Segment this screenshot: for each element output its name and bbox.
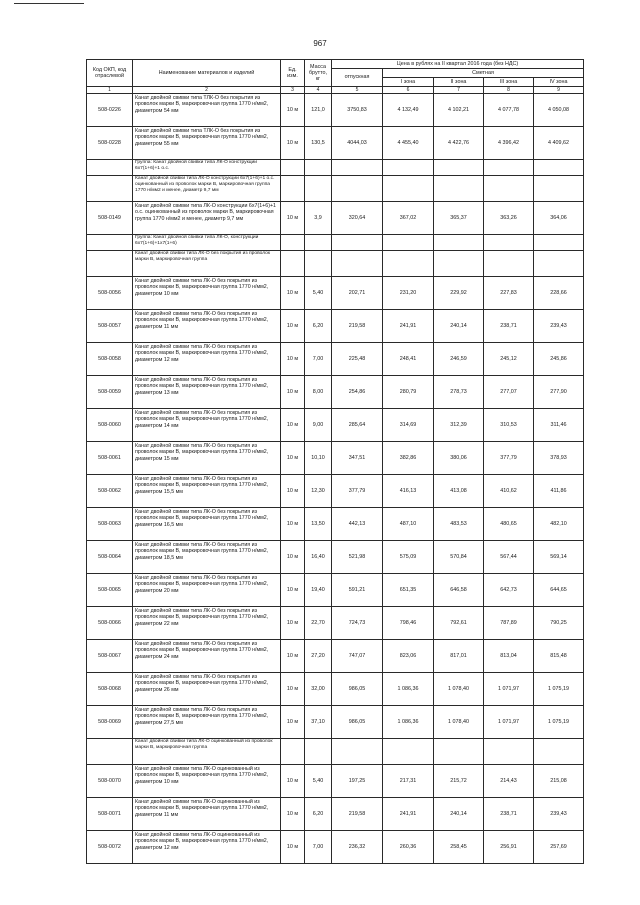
item-mass: 3,9 xyxy=(305,202,332,235)
item-name: Канат двойной свивки типа ЛК-О без покрытия из проволок марки В, маркировочная группа 1770 н/мм2, диаметром 24 мм xyxy=(135,640,269,660)
price-zone-1: 367,02 xyxy=(383,202,434,235)
price-zone-1: 241,91 xyxy=(383,798,434,831)
item-code: 508-0059 xyxy=(87,376,133,409)
item-name: Канат двойной свивки типа ЛК-О оцинкованный из проволок марки В, маркировочная группа 1770 н/мм2, диаметром 10 мм xyxy=(135,765,269,785)
price-zone-1: 487,10 xyxy=(383,508,434,541)
header-zone-3: III зона xyxy=(484,78,534,87)
item-name: Канат двойной свивки типа ЛК-О без покрытия из проволок марки В, маркировочная группа 1770 н/мм2, диаметром 12 мм xyxy=(135,343,269,363)
price-zone-1: 651,35 xyxy=(383,574,434,607)
table-row xyxy=(87,202,584,235)
item-name: Канат двойной свивки типа ЛК-О без покрытия из проволок марки В, маркировочная группа 1770 н/мм2, диаметром 26 мм xyxy=(135,673,269,693)
item-code: 508-0071 xyxy=(87,798,133,831)
item-name: Канат двойной свивки типа ЛК-О без покрытия из проволок марки В, маркировочная группа 1770 н/мм2, диаметром 22 мм xyxy=(135,607,269,627)
header-name: Наименование материалов и изделий xyxy=(133,60,281,87)
item-unit: 10 м xyxy=(281,94,305,127)
table-row xyxy=(87,640,584,673)
price-shipping: 347,51 xyxy=(332,442,383,475)
table-row xyxy=(87,831,584,864)
group-name: Группа: Канат двойной свивки типа ЛК-О конструкции 6х7(1+6)+1 о.с. xyxy=(133,160,281,176)
price-shipping: 254,86 xyxy=(332,376,383,409)
price-zone-3: 4 077,78 xyxy=(484,94,534,127)
price-zone-3: 1 071,97 xyxy=(484,673,534,706)
price-zone-4: 569,14 xyxy=(534,541,584,574)
price-zone-2: 258,45 xyxy=(434,831,484,864)
price-zone-3: 1 071,97 xyxy=(484,706,534,739)
item-mass: 9,00 xyxy=(305,409,332,442)
item-mass: 7,00 xyxy=(305,831,332,864)
item-code: 508-0067 xyxy=(87,640,133,673)
top-rule xyxy=(14,3,84,4)
item-code: 508-0063 xyxy=(87,508,133,541)
item-mass: 19,40 xyxy=(305,574,332,607)
table-row xyxy=(87,706,584,739)
subgroup-row xyxy=(87,251,584,277)
price-zone-3: 567,44 xyxy=(484,541,534,574)
table-row xyxy=(87,310,584,343)
price-zone-3: 813,04 xyxy=(484,640,534,673)
item-code: 508-0070 xyxy=(87,765,133,798)
item-unit: 10 м xyxy=(281,706,305,739)
price-zone-3: 377,79 xyxy=(484,442,534,475)
price-zone-2: 215,72 xyxy=(434,765,484,798)
item-name: Канат двойной свивки типа ЛК-О без покрытия из проволок марки В, маркировочная группа 1770 н/мм2, диаметром 16,5 мм xyxy=(135,508,269,528)
item-code: 508-0064 xyxy=(87,541,133,574)
price-shipping: 591,21 xyxy=(332,574,383,607)
table-row xyxy=(87,574,584,607)
item-mass: 27,20 xyxy=(305,640,332,673)
item-unit: 10 м xyxy=(281,277,305,310)
col-number: 3 xyxy=(281,87,305,94)
price-shipping: 747,07 xyxy=(332,640,383,673)
price-zone-2: 4 102,21 xyxy=(434,94,484,127)
header-estimate: Сметная xyxy=(383,69,584,78)
subgroup-name: Канат двойной свивки типа ЛК-О без покрытия из проволок марки В, маркировочная группа xyxy=(133,251,281,277)
price-zone-4: 790,25 xyxy=(534,607,584,640)
price-zone-3: 227,83 xyxy=(484,277,534,310)
item-name: Канат двойной свивки типа ЛК-О без покрытия из проволок марки В, маркировочная группа 1770 н/мм2, диаметром 18,5 мм xyxy=(135,541,269,561)
header-price-title: Цена в рублях на II квартал 2016 года (без НДС) xyxy=(332,60,584,69)
item-unit: 10 м xyxy=(281,574,305,607)
item-unit: 10 м xyxy=(281,409,305,442)
price-zone-1: 575,09 xyxy=(383,541,434,574)
group-name: Группа: Канат двойной свивки типа ЛК-О, конструкции 6х7(1+6)+1х7(1+6) xyxy=(133,235,281,251)
header-mass: Масса брутто, кг xyxy=(305,60,332,87)
price-zone-1: 260,36 xyxy=(383,831,434,864)
price-shipping: 202,71 xyxy=(332,277,383,310)
price-zone-3: 480,65 xyxy=(484,508,534,541)
item-mass: 5,40 xyxy=(305,765,332,798)
price-zone-2: 278,73 xyxy=(434,376,484,409)
price-zone-4: 239,43 xyxy=(534,310,584,343)
table-row xyxy=(87,541,584,574)
item-mass: 32,00 xyxy=(305,673,332,706)
price-shipping: 3750,83 xyxy=(332,94,383,127)
item-mass: 12,30 xyxy=(305,475,332,508)
table-row xyxy=(87,673,584,706)
price-zone-1: 231,20 xyxy=(383,277,434,310)
item-code: 508-0069 xyxy=(87,706,133,739)
price-zone-2: 229,92 xyxy=(434,277,484,310)
table-row xyxy=(87,442,584,475)
item-mass: 5,40 xyxy=(305,277,332,310)
price-shipping: 724,73 xyxy=(332,607,383,640)
price-zone-4: 239,43 xyxy=(534,798,584,831)
price-shipping: 986,05 xyxy=(332,673,383,706)
price-shipping: 320,64 xyxy=(332,202,383,235)
price-zone-3: 245,12 xyxy=(484,343,534,376)
col-number: 7 xyxy=(434,87,484,94)
price-zone-4: 4 050,08 xyxy=(534,94,584,127)
price-zone-4: 482,10 xyxy=(534,508,584,541)
header-zone-2: II зона xyxy=(434,78,484,87)
item-unit: 10 м xyxy=(281,765,305,798)
price-zone-1: 241,91 xyxy=(383,310,434,343)
item-unit: 10 м xyxy=(281,607,305,640)
price-zone-1: 280,79 xyxy=(383,376,434,409)
col-number: 4 xyxy=(305,87,332,94)
price-zone-4: 257,69 xyxy=(534,831,584,864)
item-code: 508-0066 xyxy=(87,607,133,640)
price-zone-4: 4 409,62 xyxy=(534,127,584,160)
price-zone-3: 238,71 xyxy=(484,798,534,831)
price-shipping: 986,05 xyxy=(332,706,383,739)
table-row xyxy=(87,508,584,541)
col-number: 9 xyxy=(534,87,584,94)
item-name: Канат двойной свивки типа ТЛК-О без покрытия из проволок марки В, маркировочная группа 1770 н/мм2, диаметром 54 мм xyxy=(135,94,269,114)
header-shipping: отпускная xyxy=(332,69,383,87)
table-row xyxy=(87,127,584,160)
item-code: 508-0065 xyxy=(87,574,133,607)
price-zone-1: 1 086,36 xyxy=(383,673,434,706)
item-unit: 10 м xyxy=(281,442,305,475)
table-row xyxy=(87,765,584,798)
item-mass: 16,40 xyxy=(305,541,332,574)
item-name: Канат двойной свивки типа ЛК-О без покрытия из проволок марки В, маркировочная группа 1770 н/мм2, диаметром 11 мм xyxy=(135,310,269,330)
price-zone-1: 1 086,36 xyxy=(383,706,434,739)
table-row xyxy=(87,798,584,831)
item-mass: 6,20 xyxy=(305,798,332,831)
price-shipping: 219,58 xyxy=(332,798,383,831)
col-number: 8 xyxy=(484,87,534,94)
subgroup-row xyxy=(87,739,584,765)
price-zone-2: 1 078,40 xyxy=(434,673,484,706)
subgroup-row xyxy=(87,176,584,202)
item-code: 508-0057 xyxy=(87,310,133,343)
price-zone-2: 483,53 xyxy=(434,508,484,541)
item-name: Канат двойной свивки типа ЛК-О без покрытия из проволок марки В, маркировочная группа 1770 н/мм2, диаметром 10 мм xyxy=(135,277,269,297)
item-code: 508-0228 xyxy=(87,127,133,160)
header-zone-4: IV зона xyxy=(534,78,584,87)
price-zone-2: 413,08 xyxy=(434,475,484,508)
price-zone-2: 240,14 xyxy=(434,310,484,343)
col-number: 1 xyxy=(87,87,133,94)
price-zone-4: 815,48 xyxy=(534,640,584,673)
item-unit: 10 м xyxy=(281,541,305,574)
price-zone-4: 228,66 xyxy=(534,277,584,310)
price-shipping: 521,98 xyxy=(332,541,383,574)
price-zone-4: 277,90 xyxy=(534,376,584,409)
item-unit: 10 м xyxy=(281,202,305,235)
price-zone-1: 4 132,49 xyxy=(383,94,434,127)
table-row xyxy=(87,94,584,127)
item-unit: 10 м xyxy=(281,127,305,160)
item-name: Канат двойной свивки типа ЛК-О без покрытия из проволок марки В, маркировочная группа 1770 н/мм2, диаметром 15 мм xyxy=(135,442,269,462)
header-unit: Ед. изм. xyxy=(281,60,305,87)
item-name: Канат двойной свивки типа ЛК-О без покрытия из проволок марки В, маркировочная группа 1770 н/мм2, диаметром 13 мм xyxy=(135,376,269,396)
price-zone-2: 246,59 xyxy=(434,343,484,376)
group-row xyxy=(87,160,584,176)
price-zone-2: 1 078,40 xyxy=(434,706,484,739)
table-row xyxy=(87,277,584,310)
subgroup-name: Канат двойной свивки типа ЛК-О конструкции 6х7(1+6)+1 о.с. оцинкованный из проволок марки В, маркировочная группа 1770 н/мм2 и менее, диаметр 9,7 мм xyxy=(133,176,281,202)
price-zone-3: 410,62 xyxy=(484,475,534,508)
item-mass: 130,5 xyxy=(305,127,332,160)
price-zone-2: 646,58 xyxy=(434,574,484,607)
table-row xyxy=(87,343,584,376)
price-shipping: 219,58 xyxy=(332,310,383,343)
price-zone-4: 1 075,19 xyxy=(534,706,584,739)
price-zone-3: 310,53 xyxy=(484,409,534,442)
price-zone-1: 798,46 xyxy=(383,607,434,640)
col-number: 2 xyxy=(133,87,281,94)
item-code: 508-0072 xyxy=(87,831,133,864)
subgroup-name: Канат двойной свивки типа ЛК-О оцинкованный из проволок марки В, маркировочная группа xyxy=(133,739,281,765)
price-zone-4: 215,08 xyxy=(534,765,584,798)
price-shipping: 225,48 xyxy=(332,343,383,376)
price-zone-4: 364,06 xyxy=(534,202,584,235)
item-mass: 121,0 xyxy=(305,94,332,127)
item-code: 508-0056 xyxy=(87,277,133,310)
item-name: Канат двойной свивки типа ТЛК-О без покрытия из проволок марки В, маркировочная группа 1770 н/мм2, диаметром 55 мм xyxy=(135,127,269,147)
price-table xyxy=(86,59,584,864)
item-mass: 7,00 xyxy=(305,343,332,376)
item-unit: 10 м xyxy=(281,376,305,409)
price-zone-3: 363,26 xyxy=(484,202,534,235)
item-mass: 8,00 xyxy=(305,376,332,409)
price-shipping: 197,25 xyxy=(332,765,383,798)
price-shipping: 236,32 xyxy=(332,831,383,864)
price-zone-2: 365,37 xyxy=(434,202,484,235)
item-unit: 10 м xyxy=(281,640,305,673)
price-shipping: 442,13 xyxy=(332,508,383,541)
price-zone-3: 238,71 xyxy=(484,310,534,343)
item-name: Канат двойной свивки типа ЛК-О оцинкованный из проволок марки В, маркировочная группа 1770 н/мм2, диаметром 12 мм xyxy=(135,831,269,851)
item-name: Канат двойной свивки типа ЛК-О конструкции 6х7(1+6)+1 о.с. оцинкованный из проволок марки В, маркировочная группа 1770 н/мм2 и менее, диаметр 9,7 мм xyxy=(135,202,276,222)
price-zone-2: 312,39 xyxy=(434,409,484,442)
item-mass: 10,10 xyxy=(305,442,332,475)
table-row xyxy=(87,607,584,640)
item-unit: 10 м xyxy=(281,798,305,831)
price-zone-1: 382,86 xyxy=(383,442,434,475)
price-zone-1: 217,31 xyxy=(383,765,434,798)
price-zone-4: 311,46 xyxy=(534,409,584,442)
price-zone-2: 4 422,76 xyxy=(434,127,484,160)
item-unit: 10 м xyxy=(281,310,305,343)
item-code: 508-0058 xyxy=(87,343,133,376)
item-name: Канат двойной свивки типа ЛК-О без покрытия из проволок марки В, маркировочная группа 1770 н/мм2, диаметром 27,5 мм xyxy=(135,706,269,726)
item-mass: 6,20 xyxy=(305,310,332,343)
item-mass: 37,10 xyxy=(305,706,332,739)
price-zone-3: 787,89 xyxy=(484,607,534,640)
price-shipping: 285,64 xyxy=(332,409,383,442)
price-zone-1: 823,06 xyxy=(383,640,434,673)
price-zone-4: 1 075,19 xyxy=(534,673,584,706)
price-zone-4: 245,86 xyxy=(534,343,584,376)
price-zone-3: 642,73 xyxy=(484,574,534,607)
table-row xyxy=(87,409,584,442)
item-unit: 10 м xyxy=(281,475,305,508)
group-row xyxy=(87,235,584,251)
header-code: Код ОКП, код отраслевой xyxy=(87,60,133,87)
price-shipping: 377,79 xyxy=(332,475,383,508)
price-zone-1: 416,13 xyxy=(383,475,434,508)
item-unit: 10 м xyxy=(281,343,305,376)
item-mass: 22,70 xyxy=(305,607,332,640)
price-zone-3: 214,43 xyxy=(484,765,534,798)
price-zone-2: 570,84 xyxy=(434,541,484,574)
price-zone-1: 314,69 xyxy=(383,409,434,442)
price-zone-4: 378,93 xyxy=(534,442,584,475)
price-zone-1: 4 455,40 xyxy=(383,127,434,160)
price-shipping: 4044,03 xyxy=(332,127,383,160)
item-code: 508-0068 xyxy=(87,673,133,706)
price-zone-3: 256,91 xyxy=(484,831,534,864)
item-code: 508-0226 xyxy=(87,94,133,127)
item-code: 508-0149 xyxy=(87,202,133,235)
item-name: Канат двойной свивки типа ЛК-О оцинкованный из проволок марки В, маркировочная группа 1770 н/мм2, диаметром 11 мм xyxy=(135,798,269,818)
col-number: 5 xyxy=(332,87,383,94)
price-zone-4: 644,65 xyxy=(534,574,584,607)
col-number: 6 xyxy=(383,87,434,94)
item-code: 508-0060 xyxy=(87,409,133,442)
price-zone-2: 240,14 xyxy=(434,798,484,831)
page-number: 967 xyxy=(313,39,327,48)
table-row xyxy=(87,475,584,508)
item-code: 508-0061 xyxy=(87,442,133,475)
item-unit: 10 м xyxy=(281,831,305,864)
price-zone-2: 817,01 xyxy=(434,640,484,673)
item-unit: 10 м xyxy=(281,508,305,541)
item-name: Канат двойной свивки типа ЛК-О без покрытия из проволок марки В, маркировочная группа 1770 н/мм2, диаметром 14 мм xyxy=(135,409,269,429)
price-zone-2: 380,06 xyxy=(434,442,484,475)
price-zone-4: 411,86 xyxy=(534,475,584,508)
price-zone-1: 248,41 xyxy=(383,343,434,376)
item-name: Канат двойной свивки типа ЛК-О без покрытия из проволок марки В, маркировочная группа 1770 н/мм2, диаметром 15,5 мм xyxy=(135,475,269,495)
table-row xyxy=(87,376,584,409)
item-code: 508-0062 xyxy=(87,475,133,508)
price-zone-2: 792,61 xyxy=(434,607,484,640)
header-zone-1: I зона xyxy=(383,78,434,87)
item-name: Канат двойной свивки типа ЛК-О без покрытия из проволок марки В, маркировочная группа 1770 н/мм2, диаметром 20 мм xyxy=(135,574,269,594)
item-unit: 10 м xyxy=(281,673,305,706)
price-zone-3: 4 396,42 xyxy=(484,127,534,160)
item-mass: 13,50 xyxy=(305,508,332,541)
price-zone-3: 277,07 xyxy=(484,376,534,409)
